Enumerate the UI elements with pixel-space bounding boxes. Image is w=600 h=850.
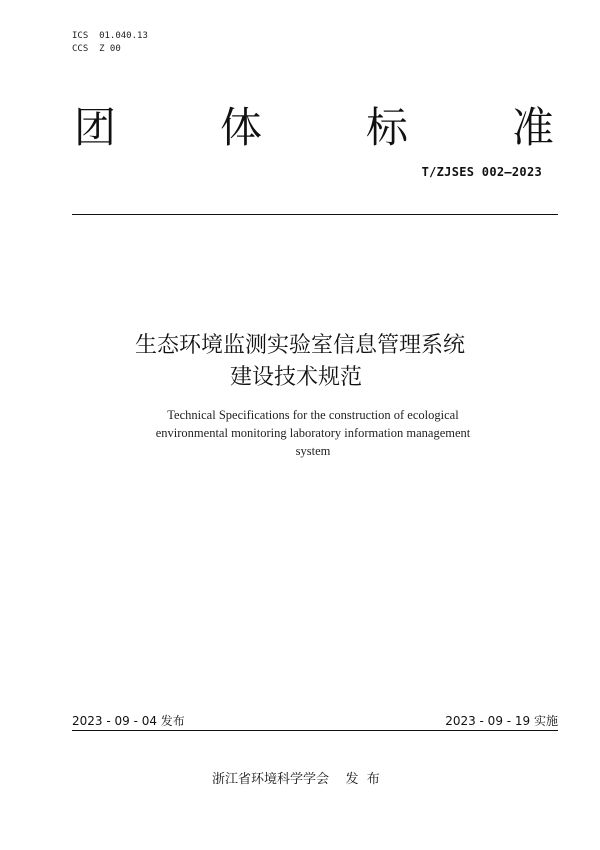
ccs-code: CCS Z 00 [72, 44, 121, 54]
chinese-title [0, 330, 600, 394]
publisher-name: 浙江省环境科学学会 [212, 772, 330, 787]
english-title [0, 406, 600, 460]
implement-date: 2023 - 09 - 19 实施 [445, 714, 558, 728]
top-divider [72, 214, 558, 215]
publisher-action: 发 布 [345, 772, 380, 787]
publish-date: 2023 - 09 - 04 发布 [72, 714, 185, 728]
doc-type-char-3: 标 [365, 103, 408, 152]
doc-type-char-4: 准 [511, 103, 554, 152]
bottom-divider [72, 730, 558, 731]
doc-type-char-1: 团 [74, 103, 117, 152]
english-title-line-3: system [295, 444, 331, 458]
classification-codes [72, 30, 148, 56]
doc-type-char-2: 体 [219, 103, 262, 152]
english-title-line-2: environmental monitoring laboratory information management [155, 426, 471, 440]
standard-number: T/ZJSES 002—2023 [421, 165, 542, 179]
chinese-title-line-1: 生态环境监测实验室信息管理系统 [134, 333, 465, 358]
ics-code: ICS 01.040.13 [72, 31, 148, 41]
chinese-title-line-2: 建设技术规范 [229, 365, 362, 390]
document-type-heading [74, 100, 554, 156]
english-title-line-1: Technical Specifications for the construction of ecological [167, 408, 459, 422]
publisher-line [212, 768, 380, 787]
